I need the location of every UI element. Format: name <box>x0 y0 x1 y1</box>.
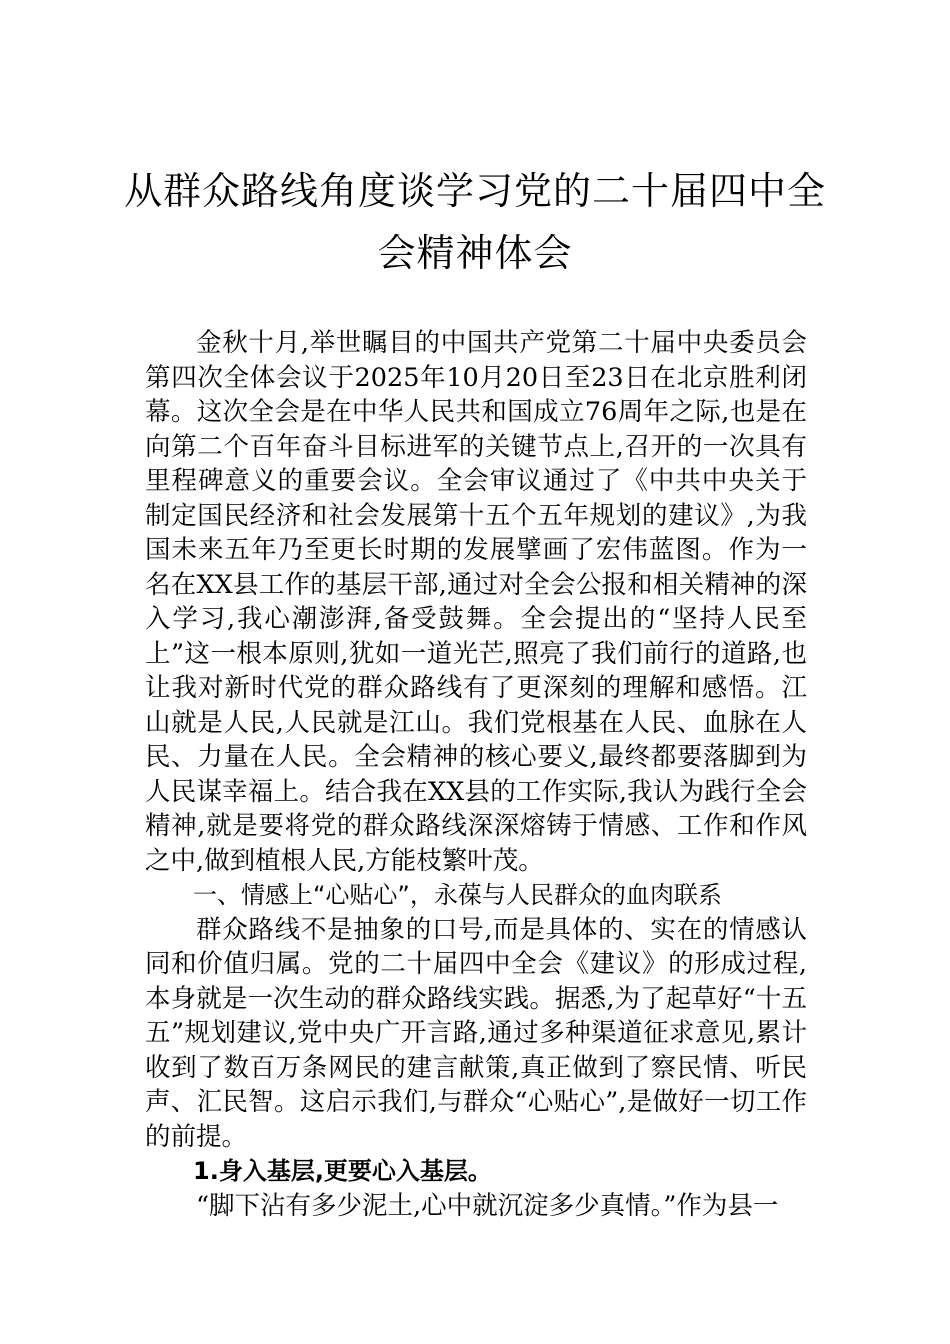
title-line-2: 会精神体会 <box>377 231 573 275</box>
subsection-1-1-paragraph: “脚下沾有多少泥土,心中就沉淀多少真情。”作为县一 <box>196 1190 779 1221</box>
section-heading-1: 一、情感上“心贴心”，永葆与人民群众的血肉联系 <box>193 881 722 909</box>
section-1-paragraph: 群众路线不是抽象的口号,而是具体的、实在的情感认同和价值归属。党的二十届四中全会《建议》的形成过程,本身就是一次生动的群众路线实践。据悉,为了起草好“十五五”规划建议,党中央广开言路,通过多种渠道征求意见,累计收到了数百万条网民的建言献策,真正做到了察民情、听民声、汇民智。这启示我们,与群众“心贴心”,是做好一切工作的前提。 <box>145 914 807 1152</box>
subsection-heading-1-1: 1.身入基层,更要心入基层。 <box>193 1157 492 1185</box>
document-body <box>145 326 807 1223</box>
title-line-1: 从群众路线角度谈学习党的二十届四中全 <box>123 169 826 213</box>
document-title <box>120 160 830 284</box>
intro-paragraph: 金秋十月,举世瞩目的中国共产党第二十届中央委员会第四次全体会议于2025年10月20日至23日在北京胜利闭幕。这次全会是在中华人民共和国成立76周年之际,也是在向第二个百年奋斗目标进军的关键节点上,召开的一次具有里程碑意义的重要会议。全会审议通过了《中共中央关于制定国民经济和社会发展第十五个五年规划的建议》,为我国未来五年乃至更长时期的发展擘画了宏伟蓝图。作为一名在XX县工作的基层干部,通过对全会公报和相关精神的深入学习,我心潮澎湃,备受鼓舞。全会提出的“坚持人民至上”这一根本原则,犹如一道光芒,照亮了我们前行的道路,也让我对新时代党的群众路线有了更深刻的理解和感悟。江山就是人民,人民就是江山。我们党根基在人民、血脉在人民、力量在人民。全会精神的核心要义,最终都要落脚到为人民谋幸福上。结合我在XX县的工作实际,我认为践行全会精神,就是要将党的群众路线深深熔铸于情感、工作和作风之中,做到植根人民,方能枝繁叶茂。 <box>145 328 807 876</box>
